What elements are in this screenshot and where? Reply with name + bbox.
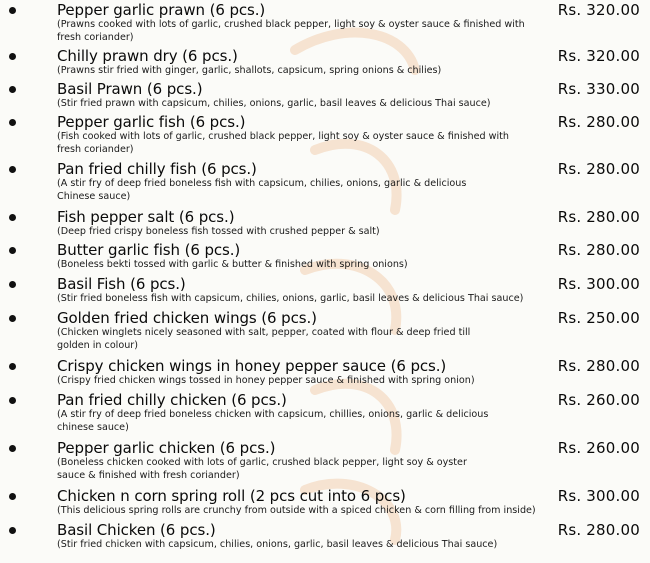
- item-name: Pepper garlic chicken (6 pcs.): [57, 439, 276, 457]
- bullet-icon: [9, 363, 16, 370]
- bullet-icon: [9, 527, 16, 534]
- bullet-icon: [9, 53, 16, 60]
- item-price: Rs. 280.00: [557, 113, 640, 131]
- item-name: Chicken n corn spring roll (2 pcs cut into 6 pcs): [57, 487, 406, 505]
- item-name: Golden fried chicken wings (6 pcs.): [57, 309, 317, 327]
- item-name: Basil Chicken (6 pcs.): [57, 521, 216, 539]
- item-description: (Crispy fried chicken wings tossed in honey pepper sauce & finished with spring onion): [57, 375, 475, 386]
- item-name: Crispy chicken wings in honey pepper sauce (6 pcs.): [57, 357, 447, 375]
- item-name: Pepper garlic prawn (6 pcs.): [57, 1, 266, 19]
- item-name: Basil Fish (6 pcs.): [57, 275, 186, 293]
- item-name: Chilly prawn dry (6 pcs.): [57, 47, 238, 65]
- bullet-icon: [9, 315, 16, 322]
- item-name: Pepper garlic fish (6 pcs.): [57, 113, 246, 131]
- bullet-icon: [9, 166, 16, 173]
- item-description: (This delicious spring rolls are crunchy from outside with a spiced chicken & corn filling from inside): [57, 505, 536, 516]
- bullet-icon: [9, 445, 16, 452]
- item-description: (Prawns cooked with lots of garlic, crushed black pepper, light soy & oyster sauce & finished with fresh coriander): [57, 19, 525, 43]
- bullet-icon: [9, 119, 16, 126]
- item-description: (Prawns stir fried with ginger, garlic, shallots, capsicum, spring onions & chilies): [57, 65, 442, 76]
- item-description: (A stir fry of deep fried boneless fish with capsicum, chilies, onions, garlic & delicious Chinese sauce): [57, 178, 467, 202]
- item-price: Rs. 260.00: [557, 391, 640, 409]
- bullet-icon: [9, 281, 16, 288]
- item-price: Rs. 280.00: [557, 208, 640, 226]
- item-description: (Deep fried crispy boneless fish tossed with crushed pepper & salt): [57, 226, 380, 237]
- bullet-icon: [9, 214, 16, 221]
- item-price: Rs. 300.00: [557, 487, 640, 505]
- item-price: Rs. 320.00: [557, 1, 640, 19]
- item-price: Rs. 330.00: [557, 80, 640, 98]
- bullet-icon: [9, 247, 16, 254]
- item-price: Rs. 250.00: [557, 309, 640, 327]
- item-name: Fish pepper salt (6 pcs.): [57, 208, 235, 226]
- item-description: (Stir fried boneless fish with capsicum, chilies, onions, garlic, basil leaves & delicious Thai sauce): [57, 293, 524, 304]
- bullet-icon: [9, 7, 16, 14]
- item-price: Rs. 300.00: [557, 275, 640, 293]
- item-description: (A stir fry of deep fried boneless chicken with capsicum, chillies, onions, garlic & delicious chinese sauce): [57, 409, 489, 433]
- item-price: Rs. 260.00: [557, 439, 640, 457]
- item-description: (Stir fried chicken with capsicum, chilies, onions, garlic, basil leaves & delicious Thai sauce): [57, 539, 498, 550]
- item-name: Pan fried chilly chicken (6 pcs.): [57, 391, 287, 409]
- item-price: Rs. 320.00: [557, 47, 640, 65]
- item-price: Rs. 280.00: [557, 357, 640, 375]
- item-name: Butter garlic fish (6 pcs.): [57, 241, 241, 259]
- item-description: (Stir fried prawn with capsicum, chilies, onions, garlic, basil leaves & delicious Thai sauce): [57, 98, 491, 109]
- bullet-icon: [9, 397, 16, 404]
- item-price: Rs. 280.00: [557, 521, 640, 539]
- item-price: Rs. 280.00: [557, 241, 640, 259]
- item-description: (Fish cooked with lots of garlic, crushed black pepper, light soy & oyster sauce & finished with fresh coriander): [57, 131, 509, 155]
- item-description: (Boneless bekti tossed with garlic & butter & finished with spring onions): [57, 259, 408, 270]
- item-price: Rs. 280.00: [557, 160, 640, 178]
- item-name: Basil Prawn (6 pcs.): [57, 80, 203, 98]
- bullet-icon: [9, 493, 16, 500]
- item-description: (Chicken winglets nicely seasoned with salt, pepper, coated with flour & deep fried till golden in colour): [57, 327, 471, 351]
- item-description: (Boneless chicken cooked with lots of garlic, crushed black pepper, light soy & oyster sauce & finished with fresh coriander): [57, 457, 467, 481]
- bullet-icon: [9, 86, 16, 93]
- item-name: Pan fried chilly fish (6 pcs.): [57, 160, 257, 178]
